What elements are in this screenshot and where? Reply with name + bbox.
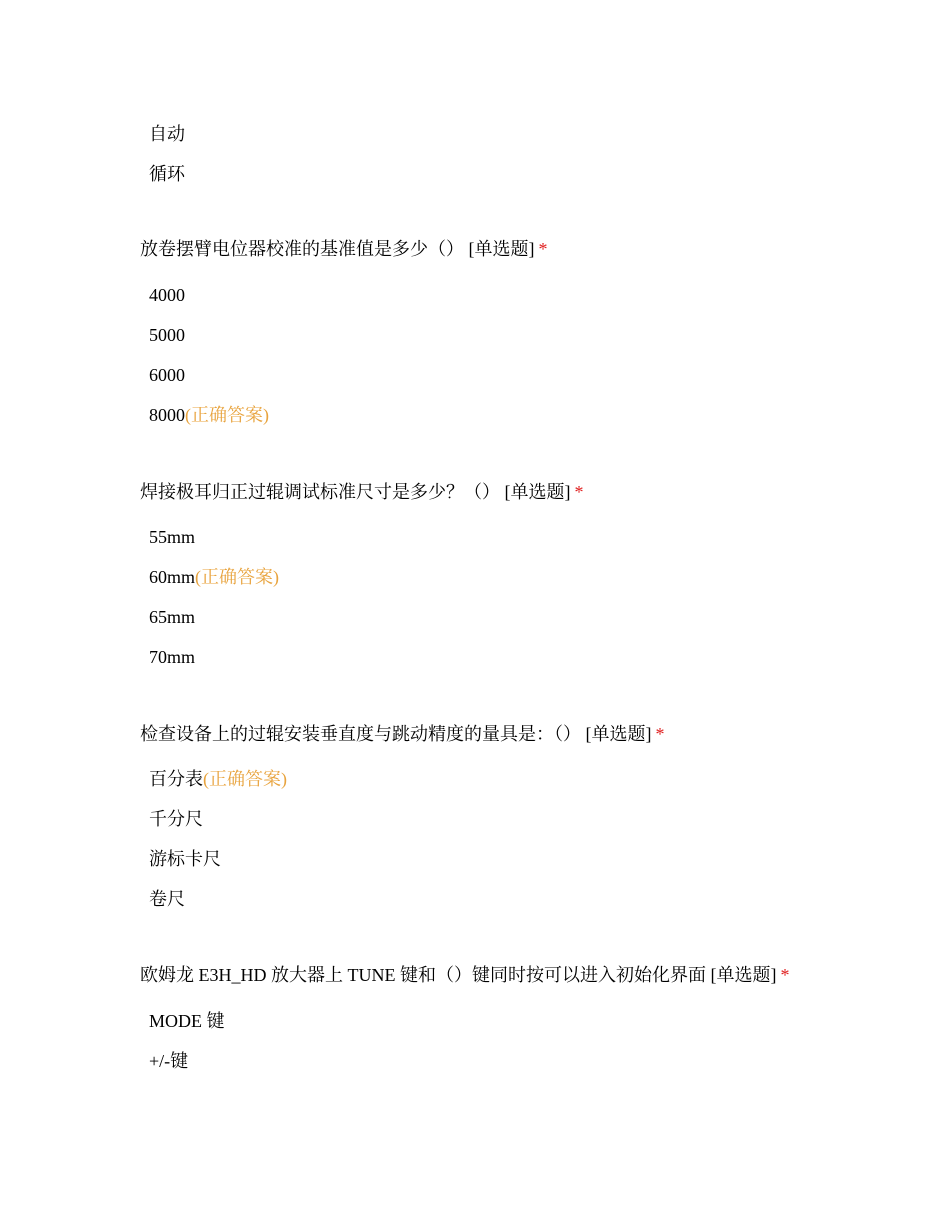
required-mark: *	[574, 482, 584, 502]
option-item	[149, 605, 195, 629]
question-title	[140, 722, 665, 746]
option-item	[149, 403, 269, 427]
question-text: 焊接极耳归正过辊调试标准尺寸是多少？（）	[140, 482, 500, 502]
option-label: 百分表	[149, 769, 203, 789]
question-title	[140, 237, 548, 261]
option-item	[149, 807, 203, 831]
question-title	[140, 963, 789, 987]
option-label: 70mm	[149, 647, 196, 667]
option-label: 循环	[149, 164, 185, 184]
question-text: 检查设备上的过辊安装垂直度与跳动精度的量具是：（）	[140, 724, 581, 744]
question-type-tag: [单选题]	[585, 724, 652, 744]
option-label: MODE 键	[149, 1011, 225, 1031]
option-item	[149, 525, 195, 549]
option-item	[149, 363, 185, 387]
question-text: 欧姆龙 E3H_HD 放大器上 TUNE 键和（）键同时按可以进入初始化界面	[140, 965, 706, 985]
option-item	[149, 887, 185, 911]
option-label: 5000	[149, 325, 185, 345]
option-label: 4000	[149, 285, 185, 305]
option-item	[149, 645, 195, 669]
question-type-tag: [单选题]	[710, 965, 777, 985]
required-mark: *	[780, 965, 790, 985]
option-label: 8000	[149, 405, 185, 425]
option-item	[149, 1049, 188, 1073]
question-text: 放卷摆臂电位器校准的基准值是多少（）	[140, 239, 464, 259]
option-item	[149, 122, 185, 146]
option-label: 55mm	[149, 527, 196, 547]
option-item	[149, 767, 287, 791]
required-mark: *	[655, 724, 665, 744]
option-item	[149, 847, 221, 871]
option-item	[149, 323, 185, 347]
question-type-tag: [单选题]	[468, 239, 535, 259]
option-label: 65mm	[149, 607, 196, 627]
option-label: 6000	[149, 365, 185, 385]
option-item	[149, 565, 279, 589]
option-label: 卷尺	[149, 889, 185, 909]
question-type-tag: [单选题]	[504, 482, 571, 502]
option-item	[149, 162, 185, 186]
option-item	[149, 1009, 225, 1033]
correct-answer-note: (正确答案)	[195, 567, 280, 587]
option-label: 60mm	[149, 567, 196, 587]
question-title	[140, 480, 584, 504]
correct-answer-note: (正确答案)	[185, 405, 269, 425]
correct-answer-note: (正确答案)	[203, 769, 287, 789]
option-label: 自动	[149, 124, 185, 144]
option-label: +/-键	[149, 1051, 189, 1071]
option-label: 千分尺	[149, 809, 203, 829]
option-label: 游标卡尺	[149, 849, 221, 869]
option-item	[149, 283, 185, 307]
required-mark: *	[538, 239, 548, 259]
